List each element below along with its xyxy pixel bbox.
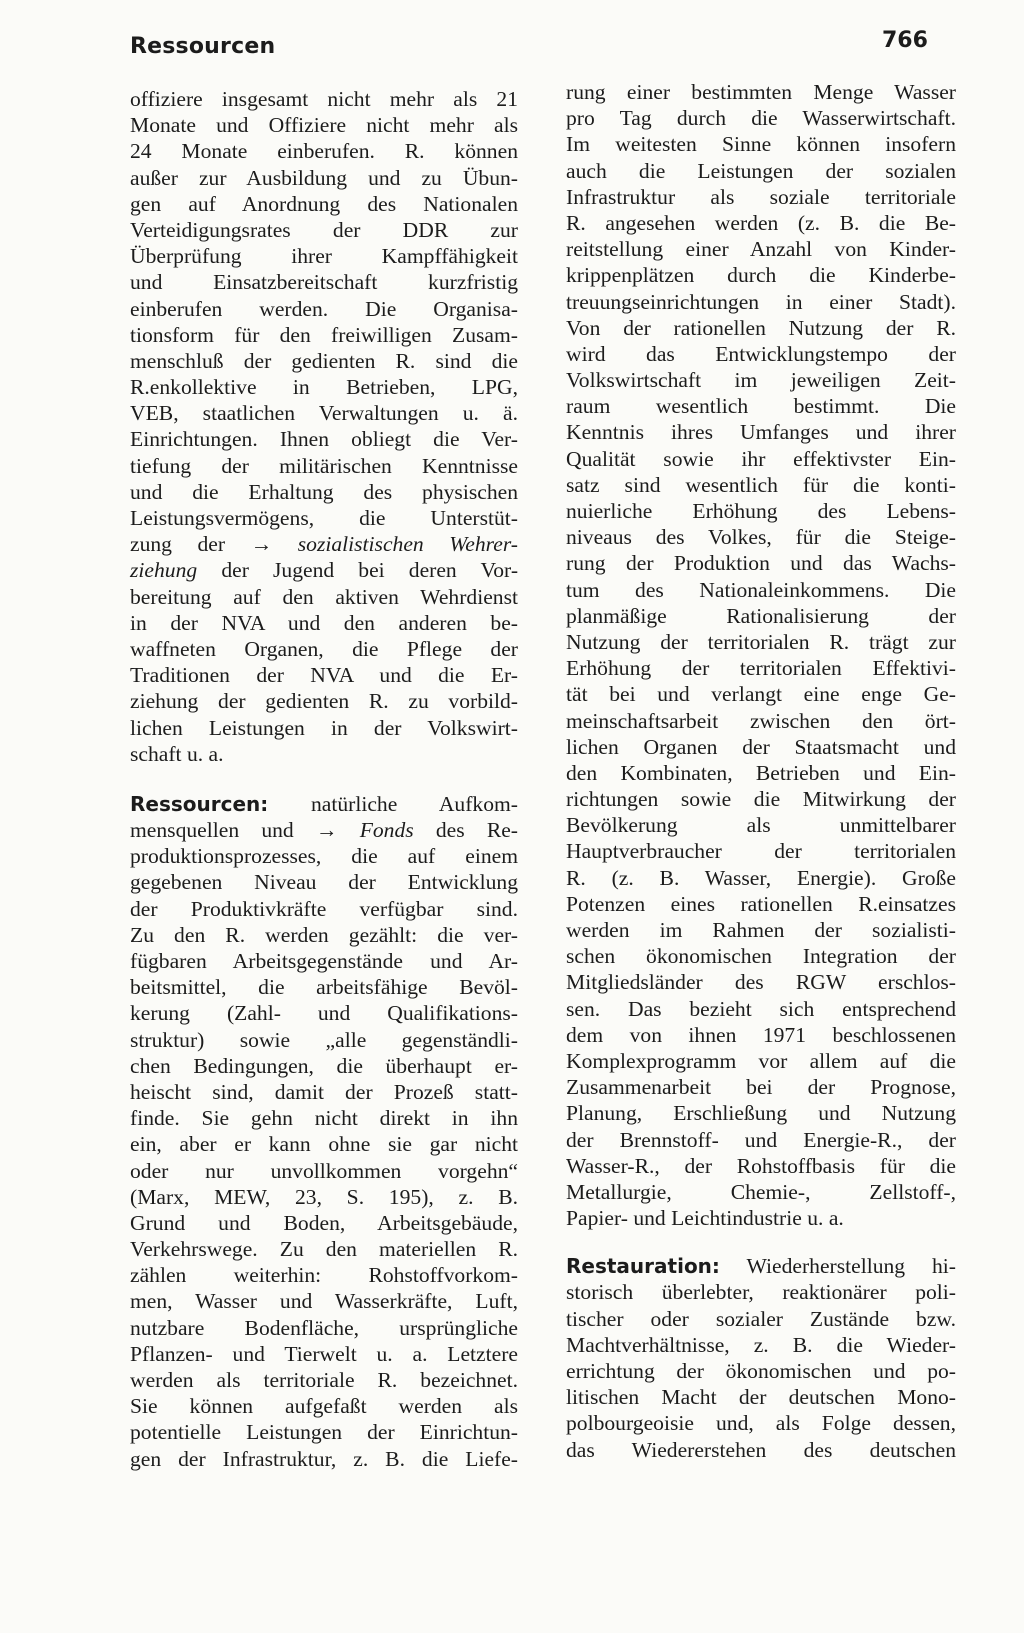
text-line: Qualität sowie ihr effektivster Ein- [566,446,956,471]
entry-restauration-first-line [566,1253,956,1279]
text-line: reitstellung einer Anzahl von Kinder- [566,237,956,262]
text-line: Leistungsvermögens, die Unterstüt- [130,506,518,530]
text-segment: zung der [130,532,226,557]
text-line: gen der Infrastruktur, z. B. die Liefe- [130,1446,518,1471]
text-line: heischt sind, damit der Prozeß statt- [130,1079,518,1104]
text-line: Erhöhung der territorialen Effektivi- [566,656,956,681]
text-line: Potenzen eines rationellen R.einsatzes [566,891,956,916]
text-line: chen Bedingungen, die überhaupt er- [130,1053,518,1078]
text-line: Traditionen der NVA und die Er- [130,663,518,688]
text-line: schen ökonomischen Integration der [566,944,956,969]
entry-ressourcen-second-line [130,817,518,843]
text-line: nuierliche Erhöhung des Lebens- [566,499,956,523]
text-line: Monate und Offiziere nicht mehr als [130,113,518,138]
text-line: Planung, Erschließung und Nutzung [566,1101,956,1126]
text-line: Pflanzen- und Tierwelt u. a. Letztere [130,1341,518,1366]
text-line: lichen Organen der Staatsmacht und [566,734,956,759]
text-line-xref-cont [130,557,518,583]
text-line: das Wiedererstehen des deutschen [566,1437,956,1462]
text-segment: Wiederherstellung hi- [746,1254,956,1279]
text-line: Papier- und Leichtindustrie u. a. [566,1206,844,1231]
text-line: waffneten Organen, die Pflege der [130,636,518,661]
text-line: niveaus des Volkes, für die Steige- [566,525,956,550]
text-line: außer zur Ausbildung und zu Übun- [130,165,518,190]
text-line: Einrichtungen. Ihnen obliegt die Ver- [130,427,518,452]
text-line: produktionsprozesses, die auf einem [130,844,518,869]
entry-restauration-body [566,1279,956,1462]
text-line: Metallurgie, Chemie-, Zellstoff-, [566,1179,956,1204]
text-line: Volkswirtschaft im jeweiligen Zeit- [566,368,956,393]
text-line: Nutzung der territorialen R. trägt zur [566,629,956,654]
text-line: 24 Monate einberufen. R. können [130,139,518,164]
text-line: potentielle Leistungen der Einrichtun- [130,1420,518,1445]
text-line: pro Tag durch die Wasserwirtschaft. [566,106,956,131]
entry-ressourcen-body-continued [566,79,956,1231]
entry-ressourcen-first-line [130,791,518,817]
text-line: Verteidigungsrates der DDR zur [130,217,518,242]
text-line: planmäßige Rationalisierung der [566,603,956,628]
text-line: Überprüfung ihrer Kampffähigkeit [130,244,518,269]
text-line: sen. Das bezieht sich entsprechend [566,996,956,1021]
text-line: Verkehrswege. Zu den materiellen R. [130,1237,518,1262]
text-line: oder nur unvollkommen vorgehn“ [130,1158,518,1183]
paragraph-soldiers-continued [130,86,518,531]
text-segment: des Re- [435,818,518,843]
text-line: Von der rationellen Nutzung der R. [566,315,956,340]
text-line: den Kombinaten, Betrieben und Ein- [566,760,956,785]
text-line: kerung (Zahl- und Qualifikations- [130,1001,518,1026]
text-line: Sie können aufgefaßt werden als [130,1394,518,1419]
text-line: werden im Rahmen der sozialisti- [566,918,956,942]
text-line: dem von ihnen 1971 beschlossenen [566,1022,956,1047]
text-line: der Produktivkräfte verfügbar sind. [130,896,518,921]
headword-restauration: Restauration: [566,1254,720,1279]
text-line: storisch überlebter, reaktionärer poli- [566,1280,956,1305]
text-line: (Marx, MEW, 23, S. 195), z. B. [130,1184,518,1209]
text-line: rung einer bestimmten Menge Wasser [566,80,956,104]
text-line: bereitung auf den aktiven Wehrdienst [130,584,518,609]
text-line: rung der Produktion und das Wachs- [566,551,956,576]
cross-reference-link-cont[interactable]: ziehung [130,558,198,583]
text-line: polbourgeoisie und, als Folge dessen, [566,1411,956,1436]
text-line: gen auf Anordnung des Nationalen [130,191,518,216]
text-line: und die Erhaltung des physischen [130,479,518,504]
text-line: tum des Nationaleinkommens. Die [566,577,956,602]
text-line: ziehung der gedienten R. zu vorbild- [130,689,518,714]
page-number: 766 [882,28,928,53]
text-line: einberufen werden. Die Organisa- [130,296,518,321]
cross-reference-link[interactable]: sozialistischen Wehrer- [297,532,518,557]
text-line: finde. Sie gehn nicht direkt in ihn [130,1106,518,1131]
text-line: R. (z. B. Wasser, Energie). Große [566,865,956,890]
text-line: Wasser-R., der Rohstoffbasis für die [566,1153,956,1178]
cross-reference-arrow-icon: → [315,818,338,843]
headword-ressourcen: Ressourcen: [130,791,269,816]
text-line: Machtverhältnisse, z. B. die Wieder- [566,1332,956,1357]
text-line: VEB, staatlichen Verwaltungen u. ä. [130,401,518,426]
text-line: menschluß der gedienten R. sind die [130,348,518,373]
text-line: Grund und Boden, Arbeitsgebäude, [130,1210,518,1235]
cross-reference-link-fonds[interactable]: Fonds [359,818,414,843]
text-line: und Einsatzbereitschaft kurzfristig [130,270,518,295]
text-line: ein, aber er kann ohne sie gar nicht [130,1132,518,1157]
text-line: zählen weiterhin: Rohstoffvorkom- [130,1263,518,1288]
text-segment: mensquellen und [130,818,294,843]
text-line: men, Wasser und Wasserkräfte, Luft, [130,1289,518,1314]
paragraph-soldiers-tail [130,584,518,767]
text-line: raum wesentlich bestimmt. Die [566,394,956,419]
text-line: meinschaftsarbeit zwischen den ört- [566,708,956,733]
text-line: schaft u. a. [130,741,224,766]
text-segment: natürliche Aufkom- [310,791,518,816]
text-line: Mitgliedsländer des RGW erschlos- [566,970,956,995]
text-line: treuungseinrichtungen in einer Stadt). [566,289,956,314]
text-line: Infrastruktur als soziale territoriale [566,184,956,209]
text-line: Hauptverbraucher der territorialen [566,839,956,864]
text-segment: der Jugend bei deren Vor- [221,558,519,583]
text-line: offiziere insgesamt nicht mehr als 21 [130,87,518,111]
left-column [130,86,518,1472]
text-line: der Brennstoff- und Energie-R., der [566,1127,956,1152]
text-line: tät bei und verlangt eine enge Ge- [566,682,956,707]
text-line: R. angesehen werden (z. B. die Be- [566,210,956,235]
text-line: werden als territoriale R. bezeichnet. [130,1368,518,1392]
text-line: R.enkollektive in Betrieben, LPG, [130,375,518,400]
text-line: litischen Macht der deutschen Mono- [566,1385,956,1410]
text-line: Zusammenarbeit bei der Prognose, [566,1075,956,1100]
text-line: gegebenen Niveau der Entwicklung [130,870,518,895]
text-line: fügbaren Arbeitsgegenstände und Ar- [130,949,518,973]
text-line: Komplexprogramm vor allem auf die [566,1048,956,1073]
entry-ressourcen-body [130,843,518,1472]
text-line: wird das Entwicklungstempo der [566,341,956,366]
text-line: Im weitesten Sinne können insofern [566,132,956,157]
text-line-xref [130,531,518,557]
text-line: lichen Leistungen in der Volkswirt- [130,715,518,740]
text-line: tischer oder sozialer Zustände bzw. [566,1306,956,1331]
text-line: krippenplätzen durch die Kinderbe- [566,263,956,288]
text-line: Kenntnis ihres Umfanges und ihrer [566,420,956,445]
text-line: auch die Leistungen der sozialen [566,158,956,183]
cross-reference-arrow-icon: → [250,532,273,557]
text-line: in der NVA und den anderen be- [130,610,518,635]
text-line: Zu den R. werden gezählt: die ver- [130,922,518,947]
text-line: tiefung der militärischen Kenntnisse [130,453,518,478]
text-line: richtungen sowie die Mitwirkung der [566,787,956,812]
right-column [566,79,956,1463]
text-line: tionsform für den freiwilligen Zusam- [130,322,518,347]
text-line: errichtung der ökonomischen und po- [566,1359,956,1383]
text-line: satz sind wesentlich für die konti- [566,472,956,497]
text-line: nutzbare Bodenfläche, ursprüngliche [130,1315,518,1340]
text-line: beitsmittel, die arbeitsfähige Bevöl- [130,975,518,1000]
text-line: Bevölkerung als unmittelbarer [566,813,956,838]
text-line: struktur) sowie „alle gegenständli- [130,1027,518,1052]
running-head: Ressourcen [130,34,276,59]
